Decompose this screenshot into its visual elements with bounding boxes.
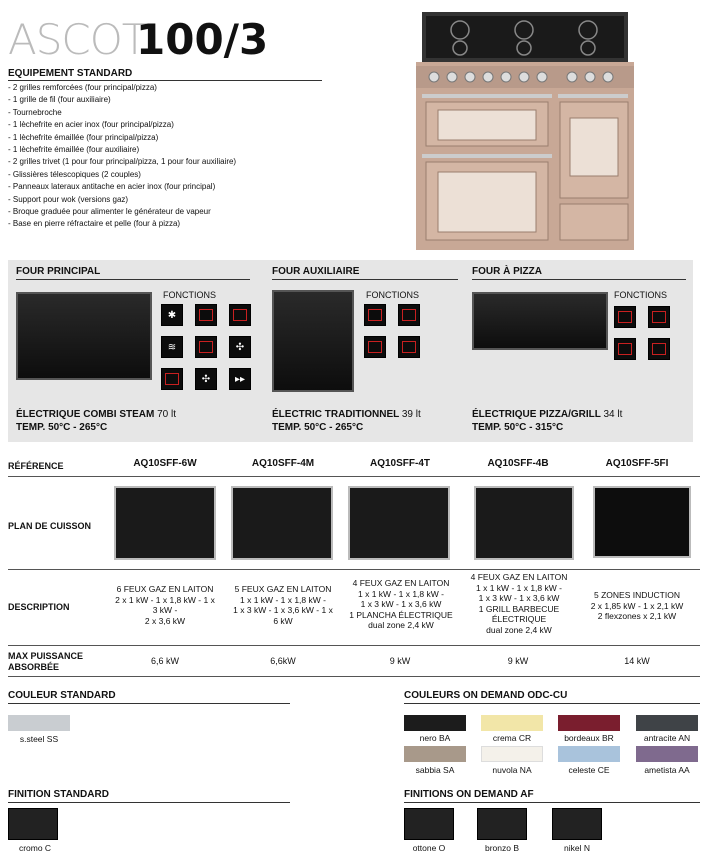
divider	[8, 569, 700, 570]
finish-chrome-image	[8, 808, 58, 840]
oven-aux-spec	[272, 408, 421, 434]
color-swatch	[404, 746, 466, 762]
row-label-power: MAX PUISSANCE ABSORBÉE	[8, 651, 84, 672]
couleurs-demand-heading: COULEURS ON DEMAND ODC-CU	[404, 690, 700, 704]
list-item: - 2 grilles remforcées (four principal/pizza)	[8, 83, 157, 92]
color-swatch	[636, 746, 698, 762]
function-icon	[648, 338, 670, 360]
function-icon: ▸▸	[229, 368, 251, 390]
function-icon	[614, 338, 636, 360]
finish-label: ottone O	[412, 843, 446, 853]
model-description	[460, 572, 578, 635]
equipement-list	[8, 82, 236, 231]
oven-principal-functions-label: FONCTIONS	[163, 290, 216, 300]
model-description	[106, 584, 224, 626]
model-description	[342, 578, 460, 631]
oven-volume: 34 lt	[603, 409, 623, 420]
desc-line: dual zone 2,4 kW	[368, 620, 434, 630]
finitions-demand-heading: FINITIONS ON DEMAND AF	[404, 789, 700, 803]
finish-label: cromo C	[18, 843, 52, 853]
hob-image-6w	[114, 486, 216, 560]
function-icon	[398, 304, 420, 326]
oven-type: ÉLECTRIC TRADITIONNEL	[272, 409, 400, 420]
desc-line: 2 x 1 kW - 1 x 1,8 kW - 1 x	[115, 594, 215, 605]
range-cooker-image	[412, 12, 638, 250]
row-label-reference: RÉFÉRENCE	[8, 461, 64, 471]
desc-line: 1 x 3 kW - 1 x 3,6 kW	[478, 593, 560, 603]
desc-line: 1 x 1 kW - 1 x 1,8 kW -	[240, 594, 326, 605]
list-item: - Broque graduée pour alimenter le générateur de vapeur	[8, 207, 211, 217]
model-ref: AQ10SFF-4T	[369, 458, 430, 469]
hob-image-4b	[474, 486, 574, 560]
hob-image-5fi	[593, 486, 691, 558]
color-swatch	[481, 715, 543, 731]
list-item: - 1 lèchefrite en acier inox (four principal/pizza)	[8, 120, 174, 130]
temp-label: TEMP.	[272, 422, 302, 433]
oven-principal-image	[16, 292, 152, 380]
model-description	[578, 590, 696, 622]
row-label-plan: PLAN DE CUISSON	[8, 521, 92, 531]
desc-line: 1 x 1 kW - 1 x 1,8 kW -	[358, 588, 444, 599]
hob-image-4t	[348, 486, 450, 560]
function-icon	[229, 304, 251, 326]
color-label: nuvola NA	[492, 765, 532, 775]
color-swatch	[404, 715, 466, 731]
model-description	[224, 584, 342, 626]
oven-volume: 39 lt	[401, 409, 421, 420]
oven-principal-functions	[161, 304, 259, 390]
model-power: 14 kW	[624, 656, 650, 666]
list-item: - Base en pierre réfractaire et pelle (four à pizza)	[8, 219, 181, 229]
color-label: nero BA	[419, 733, 451, 743]
oven-pizza-functions	[614, 306, 670, 360]
list-item: - 1 lèchefrite émaillée (four principal/pizza)	[8, 132, 159, 142]
color-swatch	[8, 715, 70, 731]
desc-line: 2 flexzones x 2,1 kW	[597, 611, 677, 621]
finish-label: nikel N	[564, 843, 590, 853]
oven-pizza-functions-label: FONCTIONS	[614, 290, 667, 300]
function-icon	[648, 306, 670, 328]
model-power: 9 kW	[389, 656, 411, 666]
model-ref: AQ10SFF-6W	[133, 458, 197, 469]
desc-line: 6 kW	[273, 615, 293, 626]
divider	[8, 676, 700, 677]
color-label: antracite AN	[643, 733, 691, 743]
list-item: - Tournebroche	[8, 107, 62, 117]
oven-aux-heading: FOUR AUXILIAIRE	[272, 266, 458, 280]
oven-pizza-heading: FOUR À PIZZA	[472, 266, 686, 280]
desc-line: 4 FEUX GAZ EN LAITON	[352, 578, 450, 588]
desc-line: 6 FEUX GAZ EN LAITON	[116, 584, 214, 594]
list-item: - 1 lèchefrite émaillée (four auxiliaire)	[8, 145, 140, 155]
list-item: - Panneaux lateraux antitache en acier inox (four principal)	[8, 182, 216, 192]
oven-volume: 70 lt	[157, 409, 177, 420]
divider	[8, 645, 700, 646]
color-label: ametista AA	[644, 765, 690, 775]
color-swatch	[481, 746, 543, 762]
oven-aux-functions-label: FONCTIONS	[366, 290, 419, 300]
desc-line: 2 x 3,6 kW	[144, 615, 186, 626]
oven-aux-image	[272, 290, 354, 392]
model-ref: AQ10SFF-4B	[487, 458, 549, 469]
function-icon	[195, 336, 217, 358]
steam-icon: ≋	[161, 336, 183, 358]
model-power: 6,6 kW	[150, 656, 179, 666]
model-power: 6,6kW	[270, 656, 296, 666]
finition-standard-heading: FINITION STANDARD	[8, 789, 290, 803]
desc-line: 5 FEUX GAZ EN LAITON	[234, 584, 332, 594]
oven-aux-functions	[364, 304, 420, 358]
desc-line: 1 GRILL BARBECUE	[478, 603, 560, 614]
fan-icon: ✣	[229, 336, 251, 358]
oven-temp: 50°C - 265°C	[304, 422, 364, 433]
desc-line: 1 x 3 kW - 1 x 3,6 kW	[360, 599, 442, 609]
oven-temp: 50°C - 265°C	[48, 422, 108, 433]
product-title-bold: 100/3	[136, 15, 269, 64]
oven-principal-heading: FOUR PRINCIPAL	[16, 266, 250, 280]
color-label: bordeaux BR	[564, 733, 614, 743]
desc-line: ÉLECTRIQUE	[491, 614, 547, 624]
color-label: crema CR	[492, 733, 532, 743]
couleur-standard-heading: COULEUR STANDARD	[8, 690, 290, 704]
finish-label: bronzo B	[484, 843, 520, 853]
row-label-description: DESCRIPTION	[8, 602, 70, 612]
function-icon	[195, 304, 217, 326]
oven-type: ÉLECTRIQUE PIZZA/GRILL	[472, 409, 601, 420]
temp-label: TEMP.	[16, 422, 46, 433]
list-item: - Glissières télescopiques (2 couples)	[8, 169, 141, 179]
model-ref: AQ10SFF-4M	[251, 458, 315, 469]
finish-bronze-image	[477, 808, 527, 840]
color-label: sabbia SA	[415, 765, 455, 775]
desc-line: 1 x 1 kW - 1 x 1,8 kW -	[476, 582, 562, 593]
equipement-heading: EQUIPEMENT STANDARD	[8, 68, 322, 81]
function-icon	[161, 368, 183, 390]
oven-pizza-image	[472, 292, 608, 350]
color-label: celeste CE	[568, 765, 610, 775]
product-title-light: ASCOT	[8, 15, 147, 64]
finish-brass-image	[404, 808, 454, 840]
model-power: 9 kW	[507, 656, 529, 666]
list-item: - 1 grille de fil (four auxiliaire)	[8, 95, 111, 105]
desc-line: 1 PLANCHA ÉLECTRIQUE	[349, 609, 453, 620]
oven-pizza-spec	[472, 408, 622, 434]
desc-line: 5 ZONES INDUCTION	[594, 590, 680, 600]
hob-image-4m	[231, 486, 333, 560]
color-swatch	[558, 746, 620, 762]
desc-line: 4 FEUX GAZ EN LAITON	[470, 572, 568, 582]
function-icon	[398, 336, 420, 358]
list-item: - Support pour wok (versions gaz)	[8, 194, 129, 204]
finish-nickel-image	[552, 808, 602, 840]
color-swatch	[636, 715, 698, 731]
desc-line: dual zone 2,4 kW	[486, 624, 552, 635]
color-label: s.steel SS	[19, 734, 59, 744]
temp-label: TEMP.	[472, 422, 502, 433]
function-icon	[364, 304, 386, 326]
divider	[8, 476, 700, 477]
function-icon	[364, 336, 386, 358]
function-icon: ✱	[161, 304, 183, 326]
desc-line: 3 kW -	[152, 605, 178, 615]
list-item: - 2 grilles trivet (1 pour four principal/pizza, 1 pour four auxiliaire)	[8, 157, 237, 167]
oven-principal-spec	[16, 408, 176, 434]
color-swatch	[558, 715, 620, 731]
fan-icon: ✣	[195, 368, 217, 390]
desc-line: 2 x 1,85 kW - 1 x 2,1 kW	[590, 600, 684, 611]
oven-type: ÉLECTRIQUE COMBI STEAM	[16, 409, 155, 420]
desc-line: 1 x 3 kW - 1 x 3,6 kW - 1 x	[233, 605, 333, 615]
oven-temp: 50°C - 315°C	[504, 422, 564, 433]
model-ref: AQ10SFF-5FI	[605, 458, 669, 469]
function-icon	[614, 306, 636, 328]
